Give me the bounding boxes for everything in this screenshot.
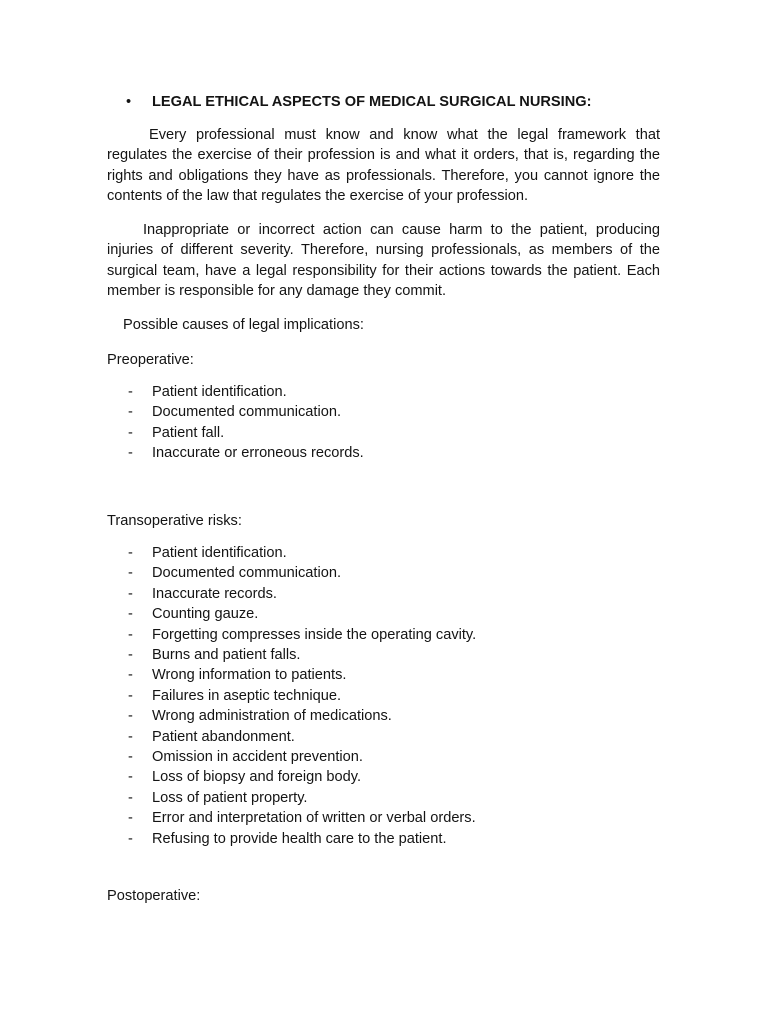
dash-marker: - [128,606,133,623]
list-item [107,727,476,747]
list-item-text: Refusing to provide health care to the patient. [152,830,447,847]
list-item-text: Forgetting compresses inside the operating cavity. [152,626,477,643]
dash-marker: - [128,810,133,827]
list-item [107,686,476,706]
list-item [107,402,364,422]
list-item-text: Wrong information to patients. [152,667,347,684]
dash-marker: - [128,728,133,745]
dash-marker: - [128,384,133,400]
dash-marker: - [128,789,133,806]
dash-marker: - [128,404,133,421]
list-item [107,604,476,624]
heading-text: LEGAL ETHICAL ASPECTS OF MEDICAL SURGICAL NURSING: [152,94,592,110]
list-item-text: Wrong administration of medications. [152,708,392,725]
list-item [107,747,476,767]
dash-marker: - [128,647,133,664]
heading-bullet: • [126,94,132,110]
paragraph-legal-responsibility: Inappropriate or incorrect action can cause harm to the patient, producing injuries of different severity. Therefore, nursing professionals, as members of the surgical team, have a legal responsibility for their actions towards the patient. Each member is responsible for any damage they commit. [107,222,660,300]
transoperative-label: Transoperative risks: [107,513,242,529]
list-item [107,645,476,665]
list-item-text: Patient identification. [152,545,287,561]
list-item-text: Omission in accident prevention. [152,749,363,766]
list-item-text: Counting gauze. [152,606,259,623]
list-item-text: Failures in aseptic technique. [152,687,342,704]
list-item-text: Error and interpretation of written or verbal orders. [152,810,476,827]
dash-marker: - [128,708,133,725]
list-item-text: Loss of patient property. [152,789,308,806]
list-item [107,625,476,645]
list-item-text: Patient fall. [152,424,225,441]
causes-label: Possible causes of legal implications: [123,317,364,333]
postoperative-label: Postoperative: [107,888,201,904]
list-item [107,543,476,563]
dash-marker: - [128,545,133,561]
list-item [107,423,364,443]
paragraph-legal-framework: Every professional must know and know what the legal framework that regulates the exercise of their profession is and what it orders, that is, regarding the rights and obligations they have as professionals. Therefore, you cannot ignore the contents of the law that regulates the exercise of your profession. [107,127,660,205]
list-item [107,665,476,685]
dash-marker: - [128,667,133,684]
list-item-text: Burns and patient falls. [152,647,301,664]
transoperative-list [107,543,476,849]
dash-marker: - [128,626,133,643]
list-item-text: Patient abandonment. [152,728,295,745]
list-item-text: Documented communication. [152,565,341,582]
preoperative-list [107,382,364,464]
list-item-text: Patient identification. [152,384,287,400]
dash-marker: - [128,830,133,847]
dash-marker: - [128,749,133,766]
list-item [107,829,476,849]
list-item-text: Loss of biopsy and foreign body. [152,769,362,786]
list-item [107,706,476,726]
list-item [107,563,476,583]
list-item [107,443,364,463]
list-item [107,382,364,402]
list-item-text: Inaccurate records. [152,585,277,602]
list-item [107,767,476,787]
preoperative-label: Preoperative: [107,352,194,368]
dash-marker: - [128,424,133,441]
dash-marker: - [128,769,133,786]
list-item-text: Inaccurate or erroneous records. [152,445,364,462]
dash-marker: - [128,565,133,582]
list-item [107,808,476,828]
dash-marker: - [128,687,133,704]
dash-marker: - [128,585,133,602]
section-heading [126,92,591,112]
dash-marker: - [128,445,133,462]
list-item-text: Documented communication. [152,404,341,421]
list-item [107,584,476,604]
list-item [107,788,476,808]
